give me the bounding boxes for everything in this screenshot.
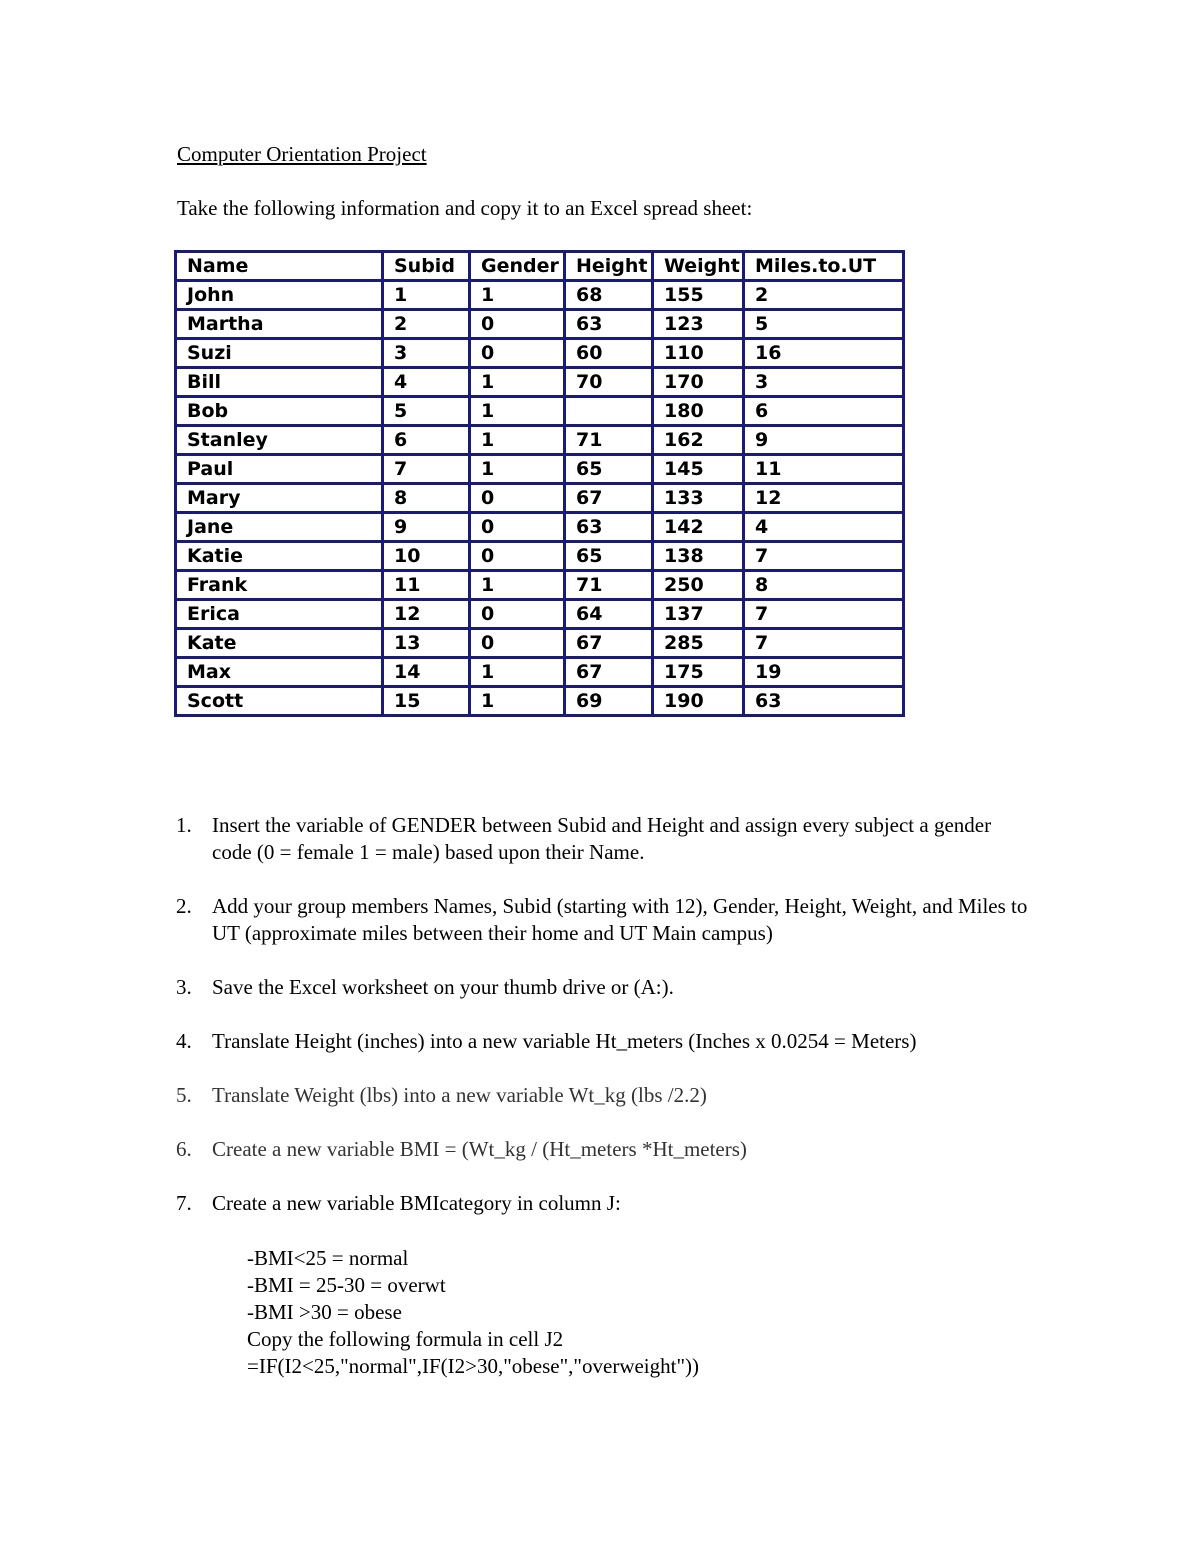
table-header-row xyxy=(176,252,904,281)
table-cell-miles: 7 xyxy=(744,542,904,571)
list-item-6 xyxy=(0,1136,1200,1163)
table-cell-subid: 6 xyxy=(383,426,470,455)
intro-paragraph: Take the following information and copy it to an Excel spread sheet: xyxy=(177,196,753,220)
table-cell-weight: 175 xyxy=(653,658,744,687)
table-cell-gender: 0 xyxy=(470,542,565,571)
table-cell-weight: 250 xyxy=(653,571,744,600)
list-item-4 xyxy=(0,1028,1200,1055)
table-cell-gender: 0 xyxy=(470,339,565,368)
table-cell-miles: 11 xyxy=(744,455,904,484)
header-cell-miles: Miles.to.UT xyxy=(744,252,904,281)
table-cell-subid: 2 xyxy=(383,310,470,339)
table-cell-name: Scott xyxy=(176,687,383,716)
table-row xyxy=(176,600,904,629)
table-cell-height: 65 xyxy=(565,542,653,571)
table-cell-gender: 1 xyxy=(470,397,565,426)
table-cell-name: Mary xyxy=(176,484,383,513)
table-cell-weight: 162 xyxy=(653,426,744,455)
table-cell-weight: 142 xyxy=(653,513,744,542)
list-number: 5. xyxy=(176,1083,192,1107)
table-cell-height: 68 xyxy=(565,281,653,310)
list-number: 6. xyxy=(176,1137,192,1161)
bmi-rule-overweight: -BMI = 25-30 = overwt xyxy=(247,1273,446,1297)
header-cell-height: Height xyxy=(565,252,653,281)
table-row xyxy=(176,687,904,716)
table-cell-subid: 13 xyxy=(383,629,470,658)
table-cell-miles: 3 xyxy=(744,368,904,397)
table-cell-subid: 3 xyxy=(383,339,470,368)
table-cell-miles: 19 xyxy=(744,658,904,687)
table-cell-gender: 1 xyxy=(470,368,565,397)
bmi-rule-normal: -BMI<25 = normal xyxy=(247,1246,409,1270)
table-cell-name: Max xyxy=(176,658,383,687)
table-cell-subid: 10 xyxy=(383,542,470,571)
table-cell-height: 70 xyxy=(565,368,653,397)
table-cell-gender: 1 xyxy=(470,426,565,455)
table-cell-miles: 4 xyxy=(744,513,904,542)
table-cell-height: 60 xyxy=(565,339,653,368)
list-text: Add your group members Names, Subid (starting with 12), Gender, Height, Weight, and Miles to UT (approximate miles between their home and UT Main campus) xyxy=(212,894,1028,945)
table-body xyxy=(176,252,904,716)
table-cell-gender: 0 xyxy=(470,600,565,629)
table-row xyxy=(176,426,904,455)
table-cell-weight: 170 xyxy=(653,368,744,397)
table-cell-gender: 0 xyxy=(470,484,565,513)
table-cell-weight: 137 xyxy=(653,600,744,629)
table-row xyxy=(176,397,904,426)
formula-text: =IF(I2<25,"normal",IF(I2>30,"obese","overweight")) xyxy=(247,1354,700,1378)
table-cell-subid: 12 xyxy=(383,600,470,629)
list-text: Translate Weight (lbs) into a new variable Wt_kg (lbs /2.2) xyxy=(212,1083,707,1107)
table-cell-gender: 0 xyxy=(470,629,565,658)
table-row xyxy=(176,310,904,339)
table-cell-gender: 1 xyxy=(470,658,565,687)
list-text: Save the Excel worksheet on your thumb drive or (A:). xyxy=(212,975,674,999)
list-number: 1. xyxy=(176,813,192,837)
table-cell-gender: 1 xyxy=(470,455,565,484)
document-title: Computer Orientation Project xyxy=(177,142,427,166)
list-item-2 xyxy=(0,893,1200,947)
table-row xyxy=(176,455,904,484)
table-cell-subid: 14 xyxy=(383,658,470,687)
table-cell-weight: 145 xyxy=(653,455,744,484)
table-cell-height: 64 xyxy=(565,600,653,629)
table-cell-subid: 7 xyxy=(383,455,470,484)
table-cell-miles: 16 xyxy=(744,339,904,368)
data-table xyxy=(174,250,905,717)
table-cell-height xyxy=(565,397,653,426)
header-cell-name: Name xyxy=(176,252,383,281)
table-cell-gender: 1 xyxy=(470,571,565,600)
table-cell-name: Stanley xyxy=(176,426,383,455)
list-number: 2. xyxy=(176,894,192,918)
table-cell-gender: 0 xyxy=(470,513,565,542)
table-row xyxy=(176,513,904,542)
table-cell-height: 67 xyxy=(565,629,653,658)
table-row xyxy=(176,658,904,687)
table-row xyxy=(176,629,904,658)
table-row xyxy=(176,571,904,600)
table-row xyxy=(176,281,904,310)
table-cell-height: 71 xyxy=(565,426,653,455)
list-number: 3. xyxy=(176,975,192,999)
header-cell-weight: Weight xyxy=(653,252,744,281)
table-cell-name: Katie xyxy=(176,542,383,571)
table-row xyxy=(176,484,904,513)
table-cell-height: 67 xyxy=(565,484,653,513)
table-row xyxy=(176,368,904,397)
table-cell-name: Erica xyxy=(176,600,383,629)
table-cell-miles: 7 xyxy=(744,629,904,658)
table-cell-gender: 1 xyxy=(470,281,565,310)
bmi-rule-obese: -BMI >30 = obese xyxy=(247,1300,402,1324)
table-cell-subid: 11 xyxy=(383,571,470,600)
list-text: Translate Height (inches) into a new variable Ht_meters (Inches x 0.0254 = Meters) xyxy=(212,1029,917,1053)
table-cell-miles: 5 xyxy=(744,310,904,339)
table-row xyxy=(176,542,904,571)
formula-instruction: Copy the following formula in cell J2 xyxy=(247,1327,564,1351)
instruction-list xyxy=(0,812,1200,1217)
table-cell-height: 65 xyxy=(565,455,653,484)
table-cell-subid: 4 xyxy=(383,368,470,397)
table-cell-weight: 123 xyxy=(653,310,744,339)
table-cell-subid: 8 xyxy=(383,484,470,513)
table-cell-name: Paul xyxy=(176,455,383,484)
table-cell-name: Bob xyxy=(176,397,383,426)
table-cell-weight: 285 xyxy=(653,629,744,658)
table-cell-miles: 63 xyxy=(744,687,904,716)
table-cell-weight: 138 xyxy=(653,542,744,571)
list-text: Create a new variable BMI = (Wt_kg / (Ht_meters *Ht_meters) xyxy=(212,1137,747,1161)
list-item-5 xyxy=(0,1082,1200,1109)
table-cell-weight: 133 xyxy=(653,484,744,513)
list-item-1 xyxy=(0,812,1200,866)
table-cell-height: 63 xyxy=(565,513,653,542)
table-cell-subid: 1 xyxy=(383,281,470,310)
list-text: Create a new variable BMIcategory in column J: xyxy=(212,1191,621,1215)
list-item-7 xyxy=(0,1190,1200,1217)
header-cell-subid: Subid xyxy=(383,252,470,281)
table-cell-miles: 12 xyxy=(744,484,904,513)
table-cell-weight: 190 xyxy=(653,687,744,716)
table-cell-miles: 7 xyxy=(744,600,904,629)
table-cell-name: John xyxy=(176,281,383,310)
list-number: 7. xyxy=(176,1191,192,1215)
table-cell-weight: 155 xyxy=(653,281,744,310)
table-cell-subid: 9 xyxy=(383,513,470,542)
table-row xyxy=(176,339,904,368)
table-cell-subid: 15 xyxy=(383,687,470,716)
table-cell-name: Bill xyxy=(176,368,383,397)
table-cell-height: 67 xyxy=(565,658,653,687)
table-cell-subid: 5 xyxy=(383,397,470,426)
list-item-3 xyxy=(0,974,1200,1001)
table-cell-name: Kate xyxy=(176,629,383,658)
table-cell-miles: 2 xyxy=(744,281,904,310)
table-cell-weight: 110 xyxy=(653,339,744,368)
table-cell-weight: 180 xyxy=(653,397,744,426)
table-cell-miles: 9 xyxy=(744,426,904,455)
list-text: Insert the variable of GENDER between Subid and Height and assign every subject a gender code (0 = female 1 = male) based upon their Name. xyxy=(212,813,992,864)
table-cell-name: Jane xyxy=(176,513,383,542)
table-cell-height: 63 xyxy=(565,310,653,339)
table-cell-gender: 0 xyxy=(470,310,565,339)
list-number: 4. xyxy=(176,1029,192,1053)
table-cell-miles: 8 xyxy=(744,571,904,600)
table-cell-miles: 6 xyxy=(744,397,904,426)
table-cell-name: Frank xyxy=(176,571,383,600)
header-cell-gender: Gender xyxy=(470,252,565,281)
table-cell-name: Suzi xyxy=(176,339,383,368)
table-cell-gender: 1 xyxy=(470,687,565,716)
table-cell-height: 71 xyxy=(565,571,653,600)
bmi-rules-block xyxy=(247,1245,699,1380)
table-cell-name: Martha xyxy=(176,310,383,339)
table-cell-height: 69 xyxy=(565,687,653,716)
